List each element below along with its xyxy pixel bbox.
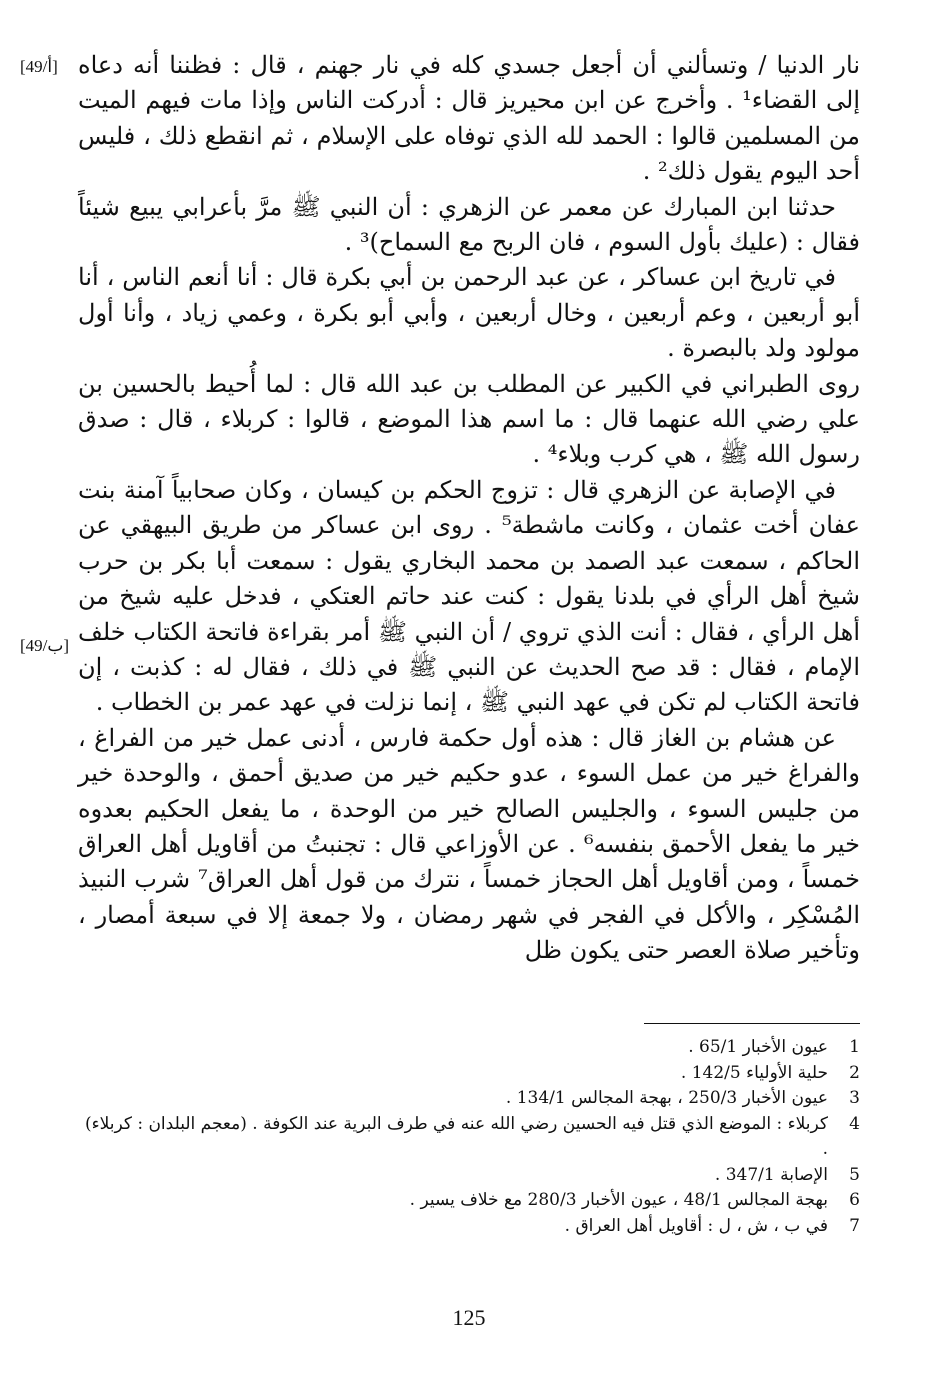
footnote-item <box>78 1163 860 1189</box>
footnote-item <box>78 1188 860 1214</box>
footnote-text: كربلاء : الموضع الذي قتل فيه الحسين رضي الله عنه في طرف البرية عند الكوفة . (معجم البلدان : كربلاء) . <box>84 1113 828 1159</box>
manuscript-folio-ref-49b: [49/ب] <box>20 636 70 655</box>
paragraph-4: روى الطبراني في الكبير عن المطلب بن عبد الله قال : لما أُحيط بالحسين بن علي رضي الله عنهما قال : ما اسم هذا الموضع ، قالوا : كربلاء ، قال : صدق رسول الله ﷺ ، هي كرب وبلاء⁴ . <box>78 369 860 469</box>
footnote-item <box>78 1086 860 1112</box>
paragraph-3: في تاريخ ابن عساكر ، عن عبد الرحمن بن أبي بكرة قال : أنا أنعم الناس ، أنا أبو أربعين ، وعم أربعين ، وخال أربعين ، وأبي أبو بكرة ، وعمي زياد ، وأنا أول مولود ولد بالبصرة . <box>78 263 860 363</box>
footnote-text: بهجة المجالس 48/1 ، عيون الأخبار 280/3 مع خلاف يسير . <box>409 1190 828 1210</box>
footnote-number: 2 <box>849 1062 860 1083</box>
footnote-text: عيون الأخبار 250/3 ، بهجة المجالس 134/1 . <box>505 1088 828 1108</box>
footnote-text: في ب ، ش ، ل : أقاويل أهل العراق . <box>564 1215 828 1236</box>
footnote-item <box>78 1112 860 1163</box>
main-text <box>78 48 860 969</box>
footnote-number: 5 <box>849 1164 860 1185</box>
footnotes <box>78 1035 860 1239</box>
manuscript-folio-ref-49a: [49/أ] <box>20 57 58 76</box>
footnote-number: 6 <box>849 1190 860 1210</box>
page-number: 125 <box>452 1305 486 1330</box>
paragraph-1: نار الدنيا / وتسألني أن أجعل جسدي كله في نار جهنم ، قال : فظننا أنه دعاه إلى القضاء¹ . وأخرج عن ابن محيريز قال : أدركت الناس وإذا مات فيهم الميت من المسلمين قالوا : الحمد لله الذي توفاه على الإسلام ، ثم انقطع ذلك ، فليس أحد اليوم يقول ذلك² . <box>78 51 860 186</box>
paragraph-5: في الإصابة عن الزهري قال : تزوج الحكم بن كيسان ، وكان صحابياً آمنة بنت عفان أخت عثمان ، وكانت ماشطة⁵ . روى ابن عساكر من طريق البيهقي عن الحاكم ، سمعت عبد الصمد بن محمد البخاري يقول : سمعت أبا بكر بن حرب شيخ أهل الرأي في بلدنا يقول : كنت عند حاتم العتكي ، فدخل عليه شيخ من أهل الرأي ، فقال : أنت الذي تروي / أن النبي ﷺ أمر بقراءة فاتحة الكتاب خلف الإمام ، فقال : قد صح الحديث عن النبي ﷺ في ذلك ، فقال له : كذبت ، إن فاتحة الكتاب لم تكن في عهد النبي ﷺ ، إنما نزلت في عهد عمر بن الخطاب . <box>78 475 860 717</box>
footnote-number: 7 <box>849 1215 860 1236</box>
footnote-item <box>78 1035 860 1061</box>
footnote-text: حلية الأولياء 142/5 . <box>680 1062 828 1083</box>
footnote-text: الإصابة 347/1 . <box>714 1164 828 1185</box>
paragraph-2: حدثنا ابن المبارك عن معمر عن الزهري : أن النبي ﷺ مرَّ بأعرابي يبيع شيئاً فقال : (عليك بأول السوم ، فان الربح مع السماح)³ . <box>78 192 860 257</box>
footnote-item <box>78 1214 860 1240</box>
footnote-number: 1 <box>849 1037 860 1057</box>
footnote-text: عيون الأخبار 65/1 . <box>688 1037 828 1057</box>
footnote-item <box>78 1061 860 1087</box>
paragraph-6: عن هشام بن الغاز قال : هذه أول حكمة فارس ، أدنى عمل خير من الفراغ ، والفراغ خير من عمل السوء ، عدو حكيم خير من صديق أحمق ، والوحدة خير من جليس السوء ، والجليس الصالح خير من الوحدة ، ما يفعل الحكيم بعدوه خير ما يفعل الأحمق بنفسه⁶ . عن الأوزاعي قال : تجنبتُ من أقاويل أهل العراق خمساً ، ومن أقاويل أهل الحجاز خمساً ، نترك من قول أهل العراق⁷ شرب النبيذ المُسْكِر ، والأكل في الفجر في شهر رمضان ، ولا جمعة إلا في سبعة أمصار ، وتأخير صلاة العصر حتى يكون ظل <box>78 723 861 965</box>
footnote-number: 3 <box>849 1088 860 1108</box>
footnote-separator <box>644 1023 860 1024</box>
footnote-number: 4 <box>849 1113 860 1134</box>
